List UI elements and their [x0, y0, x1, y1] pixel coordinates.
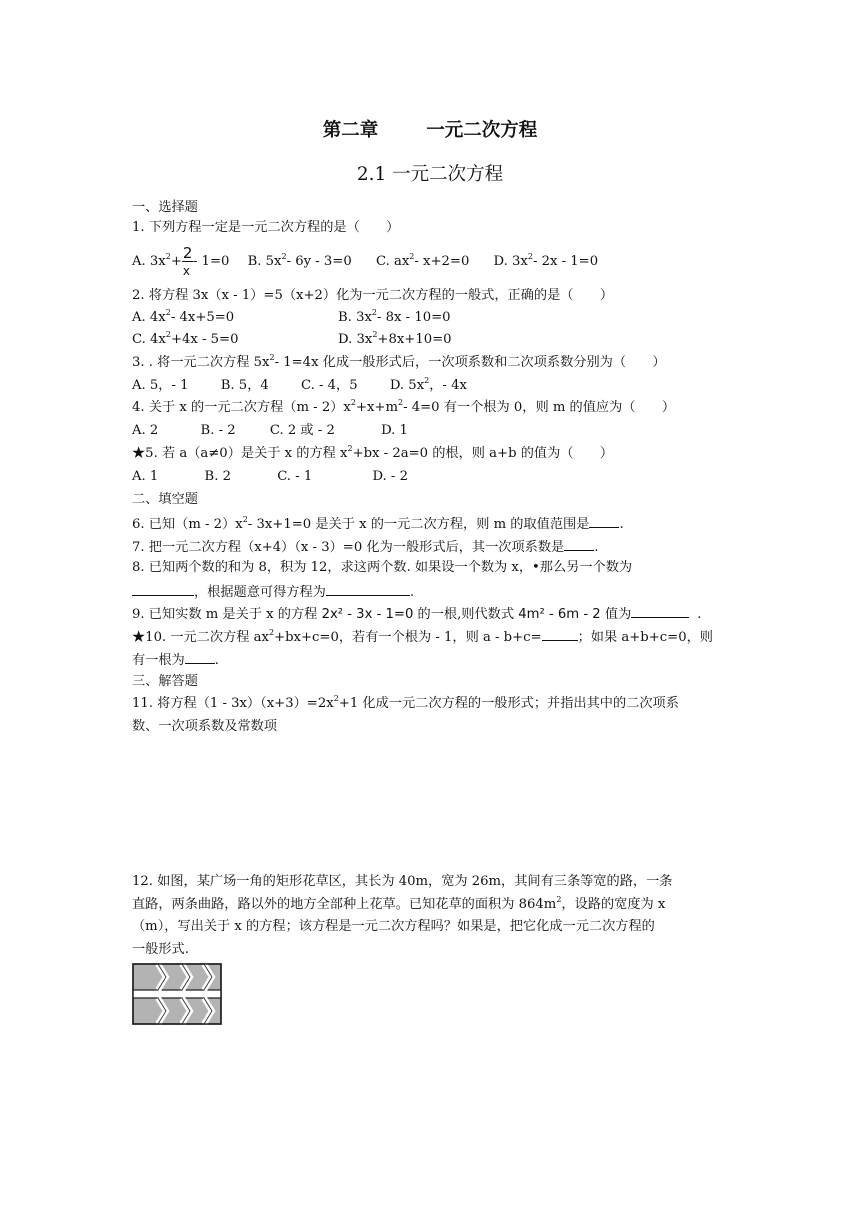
- q11-line1: 11. 将方程$(1 - 3x)(x+3)=2x^2+1$ 化成一元二次方程的一般形式；并指出其中的二次项系: [132, 694, 679, 711]
- q5-option-a: A. 1: [132, 469, 159, 484]
- q3-option-c: C. - 4，5: [300, 378, 358, 393]
- answer-blank[interactable]: [185, 650, 215, 664]
- q5-option-c: C. - 1: [277, 469, 313, 484]
- q5-stem: ★5. 若 a（a≠0）是关于 x 的方程 $x^2+bx - 2a=0$ 的根，则 a+b 的值为（ ）: [132, 444, 614, 461]
- q3-options: [132, 377, 467, 395]
- q1-option-c: C. $ax^2-$ x+2=0: [375, 252, 470, 269]
- answer-blank[interactable]: [631, 604, 689, 618]
- q5-option-b: B. 2: [204, 469, 231, 484]
- q4-options: [132, 422, 408, 440]
- q7: 7. 把一元二次方程（x+4）（x - 3）=0 化为一般形式后，其一次项系数是 .: [132, 537, 598, 557]
- q4-option-a: A. 2: [132, 423, 159, 438]
- q11-line2: 数、一次项系数及常数项: [132, 719, 278, 734]
- q4-stem: 4. 关于 x 的一元二次方程$(m - 2)x^2+x+m^2-$ 4=0 有一个根为 0，则 m 的值应为（ ）: [132, 398, 676, 415]
- part1-heading: 一、选择题: [132, 200, 198, 215]
- q12-line1: 12. 如图，某广场一角的矩形花草区，其长为 40m，宽为 26m，其间有三条等宽的路，一条: [132, 874, 673, 889]
- section-title: 2.1 一元二次方程: [356, 164, 504, 185]
- straight-road: [133, 990, 221, 998]
- q4-option-b: B. - 2: [200, 423, 236, 438]
- q10-line1: ★10. 一元二次方程 $ax^2+bx+c=0$，若有一个根为 - 1，则 a - b+c= ；如果 a+b+c=0，则: [132, 628, 713, 645]
- q3-option-a: A. 5，- 1: [132, 378, 189, 393]
- chapter-number: 第二章: [322, 120, 379, 141]
- q12-line2: 直路，两条曲路，路以外的地方全部种上花草。已知花草的面积为 $864m^2$，设路的宽度为 x: [132, 895, 666, 912]
- q2-option-c: C. $4x^2+4x - 5=0$: [132, 330, 239, 347]
- part2-heading: 二、填空题: [132, 492, 198, 507]
- chapter-name: 一元二次方程: [426, 120, 538, 141]
- q12-line3: （m），写出关于 x 的方程；该方程是一元二次方程吗？如果是，把它化成一元二次方程的: [132, 919, 655, 934]
- q5-option-d: D. - 2: [372, 469, 408, 484]
- answer-blank[interactable]: [326, 582, 410, 596]
- q1-option-a: A. $3x^2+$ $\frac{2}{x}$ - 1=0: [132, 244, 230, 278]
- q3-option-d: D. $5x^2$，- 4x: [389, 376, 467, 393]
- q2-stem: 2. 将方程 3x（x - 1）=5（x+2）化为一元二次方程的一般式，正确的是（ ）: [132, 288, 614, 303]
- q10-line2: 有一根为 .: [132, 650, 219, 670]
- q2-option-b: B. $3x^2-$ 8x - 10=0: [338, 308, 451, 325]
- q8-line2: ，根据题意可得方程为 .: [132, 582, 414, 602]
- q2-option-a: A. $4x^2-$ 4x+5=0: [132, 308, 235, 325]
- chapter-title: [0, 116, 860, 142]
- answer-blank[interactable]: [132, 582, 194, 596]
- flowerbed-road-figure: [132, 963, 222, 1025]
- fraction-two-over-x: $\frac{2}{x}$: [182, 244, 193, 278]
- answer-blank[interactable]: [542, 627, 578, 641]
- q1-stem: 1. 下列方程一定是一元二次方程的是（ ）: [132, 220, 400, 235]
- q3-option-b: B. 5，4: [220, 378, 269, 393]
- q1-options: [132, 244, 599, 278]
- q12-line4: 一般形式.: [132, 942, 189, 957]
- part3-heading: 三、解答题: [132, 674, 198, 689]
- answer-blank[interactable]: [564, 537, 594, 551]
- q4-option-c: C. 2 或 - 2: [269, 423, 335, 438]
- q2-option-d: D. $3x^2+8x+10=0$: [338, 330, 452, 347]
- q1-option-d: D. $3x^2-$ 2x - 1=0: [493, 252, 599, 269]
- q1-option-b: B. $5x^2-$ 6y - 3=0: [247, 252, 352, 269]
- q3-stem: 3. . 将一元二次方程 $5x^2-$ 1=4x 化成一般形式后，一次项系数和二次项系数分别为（ ）: [132, 353, 666, 370]
- q5-options: [132, 468, 408, 486]
- answer-blank[interactable]: [589, 514, 619, 528]
- q8-line1: 8. 已知两个数的和为 8，积为 12，求这两个数. 如果设一个数为 x，•那么另一个数为: [132, 560, 633, 575]
- q4-option-d: D. 1: [381, 423, 408, 438]
- q6: 6. 已知$(m - 2)x^2-$ 3x+1=0 是关于 x 的一元二次方程，则 m 的取值范围是 .: [132, 515, 624, 532]
- q9: 9. 已知实数 m 是关于 x 的方程 2x² - 3x - 1=0 的一根,则代数式 4m² - 6m - 2 值为 .: [132, 604, 701, 624]
